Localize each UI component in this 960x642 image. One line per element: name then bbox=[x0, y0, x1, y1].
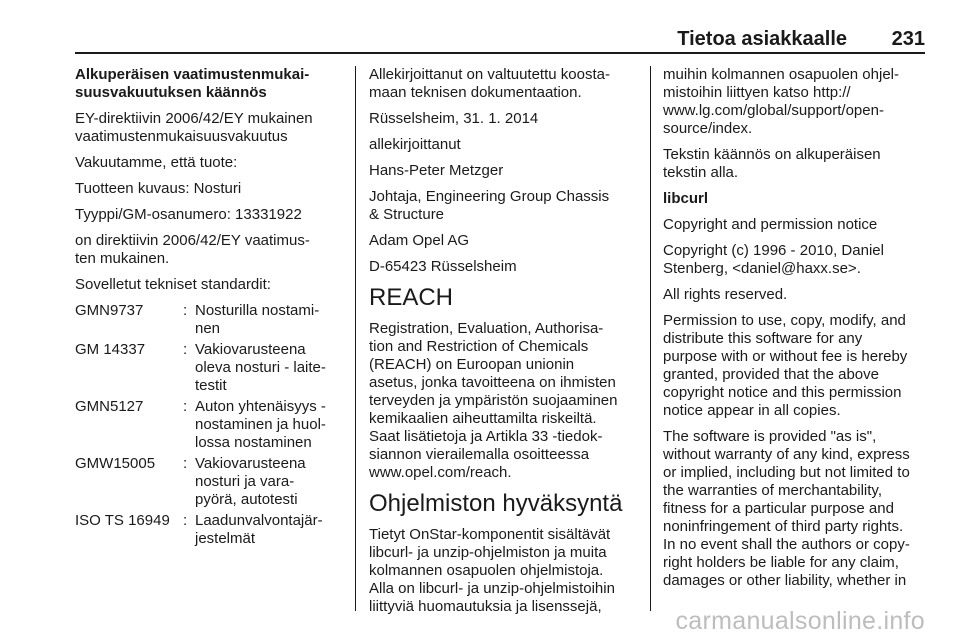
standard-code: GMN5127 bbox=[75, 398, 144, 415]
table-row bbox=[75, 455, 345, 512]
standard-code: GMN9737 bbox=[75, 302, 144, 319]
reach-heading: REACH bbox=[369, 284, 454, 311]
separator: : bbox=[183, 341, 188, 358]
paragraph: Sovelletut tekniset standardit: bbox=[75, 276, 271, 293]
standard-description: Vakiovarusteena oleva nosturi - laite- testit bbox=[195, 341, 326, 394]
standard-code: GM 14337 bbox=[75, 341, 146, 358]
paragraph: Allekirjoittanut on valtuutettu koosta- maan teknisen dokumentaation. bbox=[369, 66, 610, 101]
column-right bbox=[663, 66, 927, 598]
paragraph: Tuotteen kuvaus: Nosturi bbox=[75, 180, 242, 197]
table-row bbox=[75, 398, 345, 455]
paragraph: All rights reserved. bbox=[663, 286, 788, 303]
paragraph: allekirjoittanut bbox=[369, 136, 461, 153]
software-text: Tietyt OnStar-komponentit sisältävät libcurl- ja unzip-ohjelmiston ja muita kolmannen osapuolen ohjelmistoja. Alla on libcurl- ja unzip-ohjelmistoihin liittyviä huomautuksia ja lisenssejä, bbox=[369, 526, 615, 615]
standards-table bbox=[75, 302, 345, 551]
software-heading: Ohjelmiston hyväksyntä bbox=[369, 490, 623, 517]
standard-description: Auton yhtenäisyys - nostaminen ja huol- lossa nostaminen bbox=[195, 398, 326, 451]
table-row bbox=[75, 302, 345, 341]
libcurl-heading: libcurl bbox=[663, 190, 709, 207]
paragraph: muihin kolmannen osapuolen ohjel- mistoihin liittyen katso http:// www.lg.com/global/support/open- source/index. bbox=[663, 66, 899, 137]
table-row bbox=[75, 341, 345, 398]
standard-code: ISO TS 16949 bbox=[75, 512, 170, 529]
separator: : bbox=[183, 398, 188, 415]
separator: : bbox=[183, 512, 188, 529]
paragraph: EY-direktiivin 2006/42/EY mukainen vaatimustenmukaisuusvakuutus bbox=[75, 110, 313, 145]
paragraph: on direktiivin 2006/42/EY vaatimus- ten mukainen. bbox=[75, 232, 310, 267]
standard-description: Laadunvalvontajär- jestelmät bbox=[195, 512, 323, 547]
separator: : bbox=[183, 455, 188, 472]
paragraph: D-65423 Rüsselsheim bbox=[369, 258, 517, 275]
paragraph: Copyright (c) 1996 - 2010, Daniel Stenberg, <daniel@haxx.se>. bbox=[663, 242, 884, 277]
declaration-heading: Alkuperäisen vaatimustenmukai- suusvakuutuksen käännös bbox=[75, 66, 310, 101]
separator: : bbox=[183, 302, 188, 319]
paragraph: Vakuutamme, että tuote: bbox=[75, 154, 238, 171]
paragraph: Tyyppi/GM-osanumero: 13331922 bbox=[75, 206, 302, 223]
paragraph: Adam Opel AG bbox=[369, 232, 470, 249]
watermark: carmanualsonline.info bbox=[675, 607, 925, 635]
column-middle bbox=[369, 66, 643, 624]
paragraph: Permission to use, copy, modify, and distribute this software for any purpose with or without fee is hereby granted, provided that the above copyright notice and this permission notice appear in all copies. bbox=[663, 312, 908, 419]
column-divider bbox=[355, 66, 356, 611]
paragraph: Hans-Peter Metzger bbox=[369, 162, 504, 179]
paragraph: Johtaja, Engineering Group Chassis & Structure bbox=[369, 188, 610, 223]
section-title: Tietoa asiakkaalle bbox=[677, 28, 847, 50]
page-header bbox=[75, 28, 925, 50]
standard-description: Vakiovarusteena nosturi ja vara- pyörä, autotesti bbox=[195, 455, 306, 508]
standard-description: Nosturilla nostami- nen bbox=[195, 302, 320, 337]
column-left bbox=[75, 66, 347, 551]
paragraph: The software is provided "as is", without warranty of any kind, express or implied, including but not limited to the warranties of merchantability, fitness for a particular purpose and noninfringement of third party rights. In no event shall the authors or copy- right holders be liable for any claim, damages or other liability, whether in bbox=[663, 428, 910, 589]
reach-text: Registration, Evaluation, Authorisa- tion and Restriction of Chemicals (REACH) on Euroopan unionin asetus, jonka tavoitteena on ihmisten terveyden ja ympäristön suojaaminen kemikaalien aiheuttamilta riskeiltä. Saat lisätietoja ja Artikla 33 -tiedok- siannon vierailemalla osoitteessa www.opel.com/reach. bbox=[369, 320, 618, 481]
table-row bbox=[75, 512, 345, 551]
paragraph: Rüsselsheim, 31. 1. 2014 bbox=[369, 110, 539, 127]
standard-code: GMW15005 bbox=[75, 455, 156, 472]
header-rule bbox=[75, 52, 925, 54]
column-divider bbox=[650, 66, 651, 611]
page-number: 231 bbox=[891, 28, 925, 50]
paragraph: Copyright and permission notice bbox=[663, 216, 878, 233]
paragraph: Tekstin käännös on alkuperäisen tekstin alla. bbox=[663, 146, 881, 181]
